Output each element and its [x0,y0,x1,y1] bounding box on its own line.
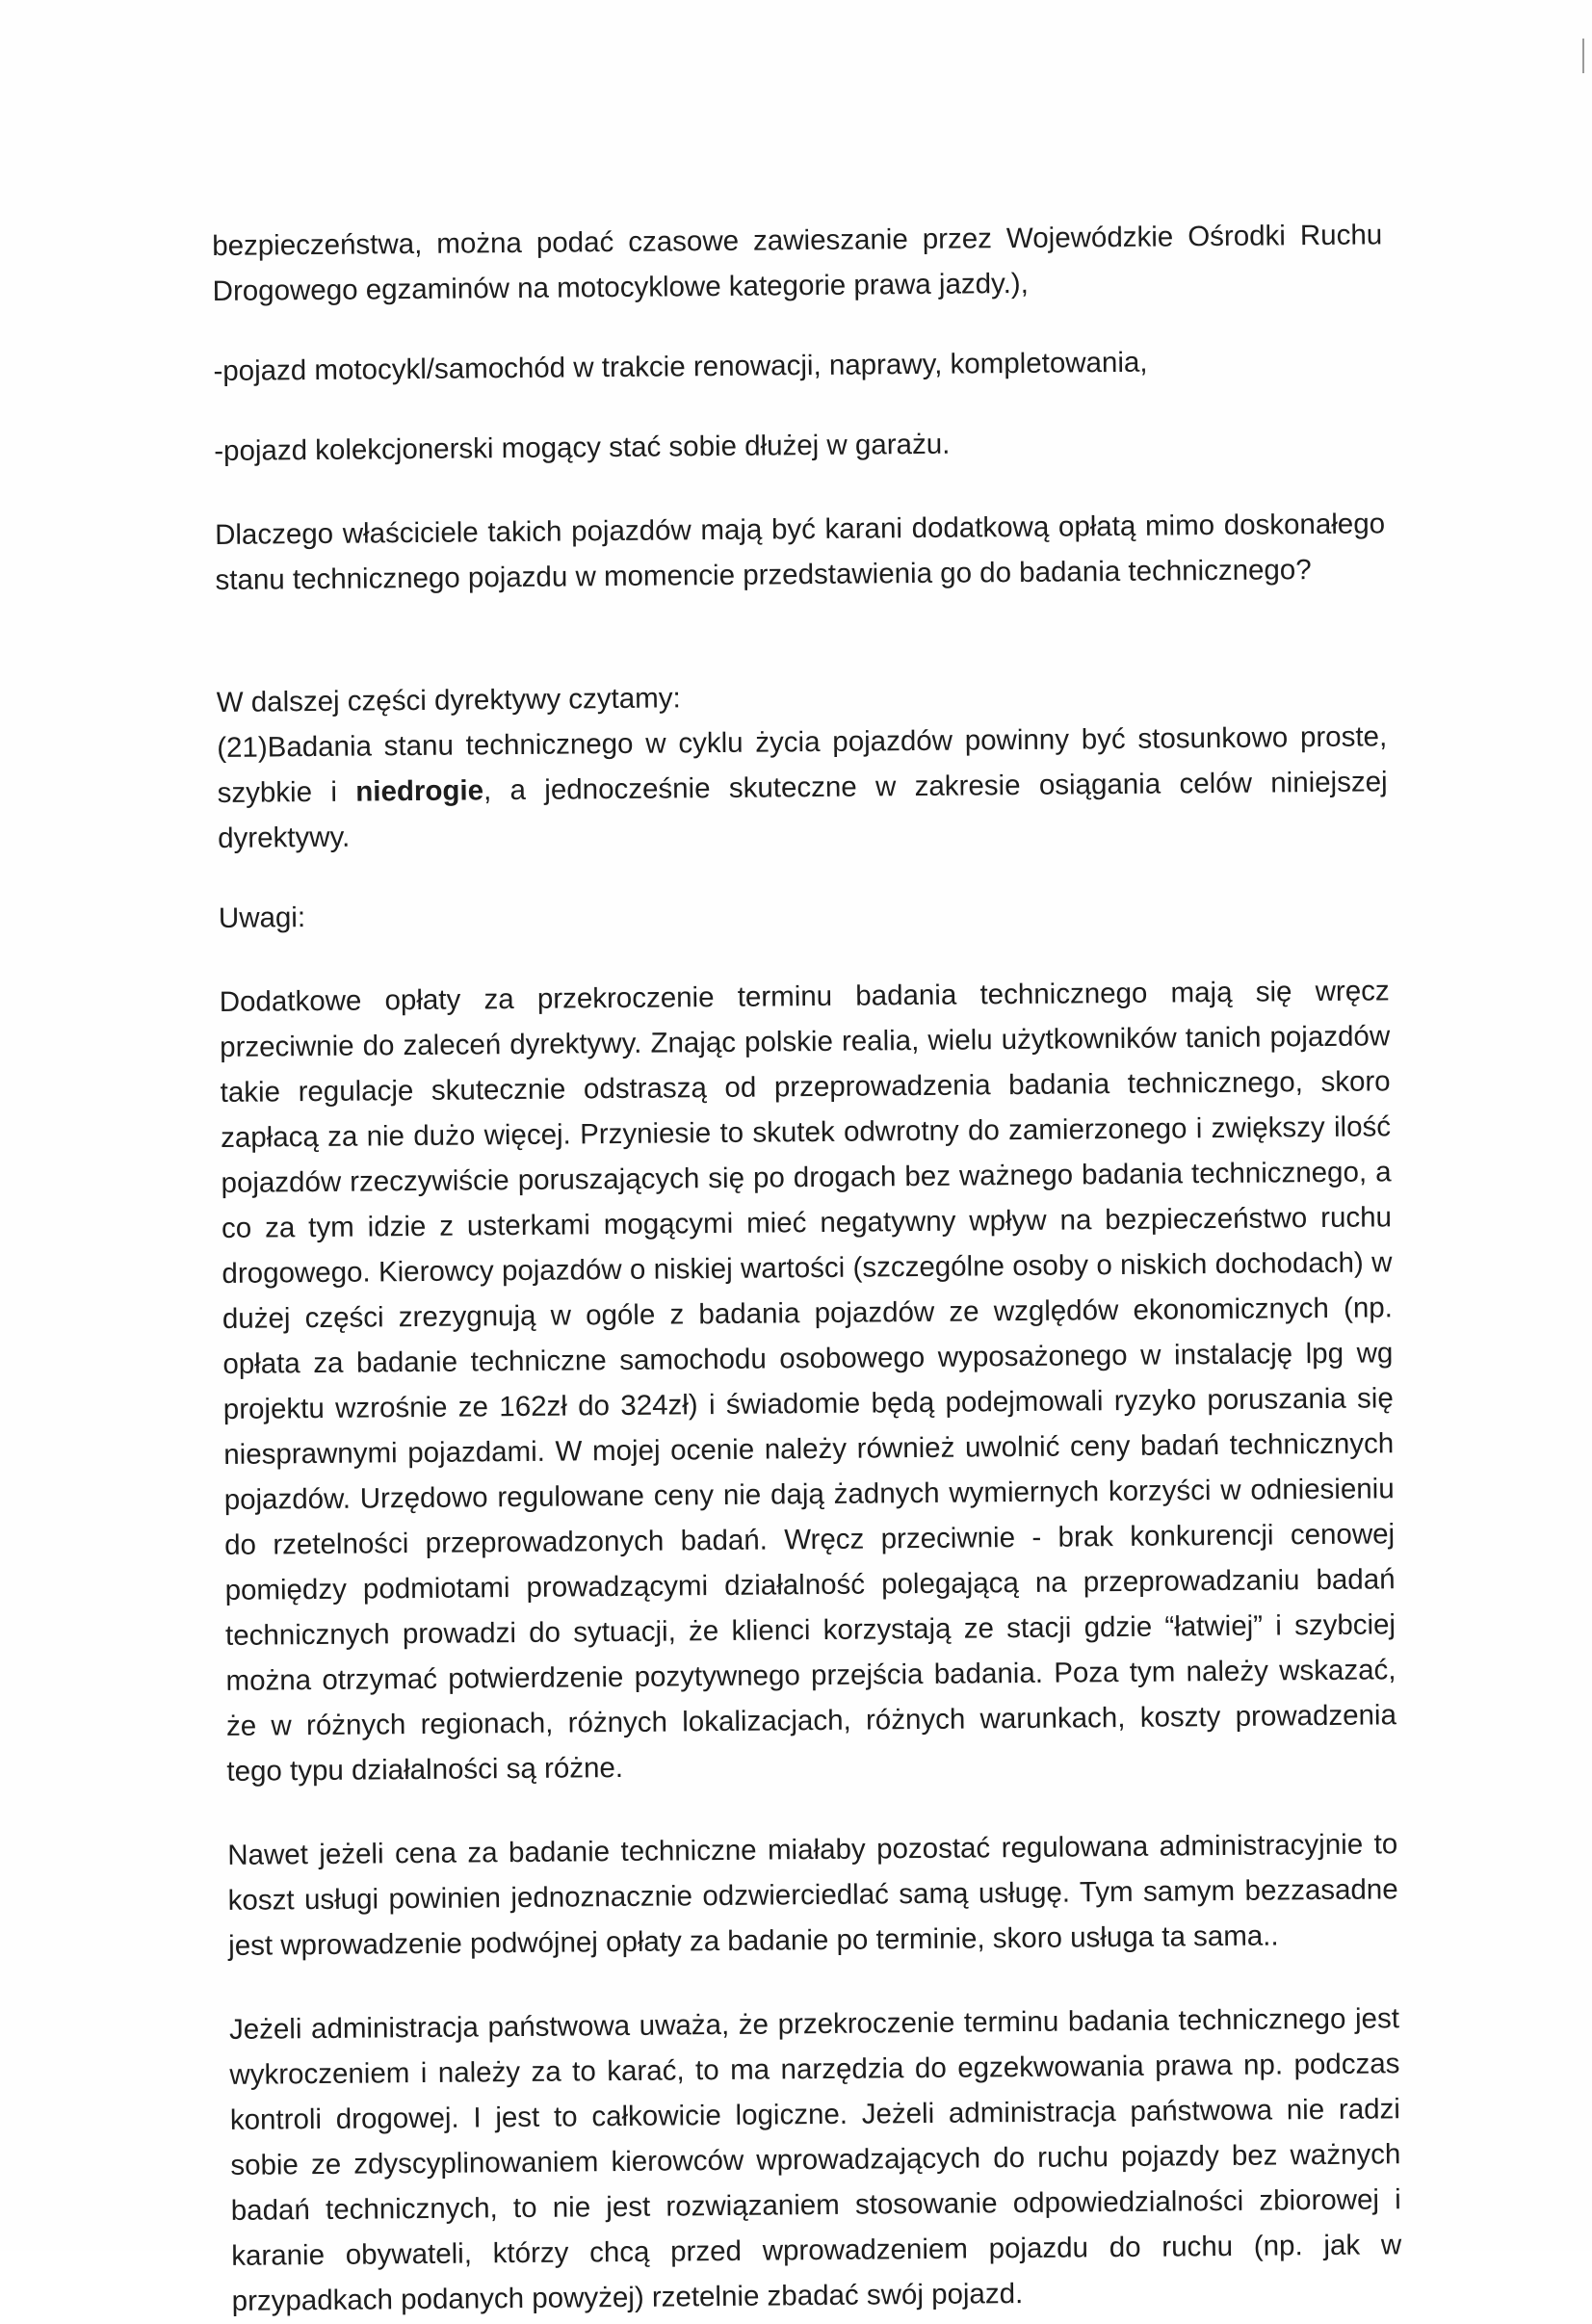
paragraph-remarks-main: Dodatkowe opłaty za przekroczenie terminu badania technicznego mają się wręcz przeciwnie do zaleceń dyrektywy. Znając polskie realia, wielu użytkowników tanich pojazdów takie regulacje skutecznie odstraszą od przeprowadzenia badania technicznego, skoro zapłacą za nie dużo więcej. Przyniesie to skutek odwrotny do zamierzonego i zwiększy ilość pojazdów rzeczywiście poruszających się po drogach bez ważnego badania technicznego, a co za tym idzie z usterkami mogącymi mieć negatywny wpływ na bezpieczeństwo ruchu drogowego. Kierowcy pojazdów o niskiej wartości (szczególne osoby o niskich dochodach) w dużej części zrezygnują w ogóle z badania pojazdów ze względów ekonomicznych (np. opłata za badanie techniczne samochodu osobowego wyposażonego w instalację lpg wg projektu wzrośnie ze 162zł do 324zł) i świadomie będą podejmowali ryzyko poruszania się niesprawnymi pojazdami. W mojej ocenie należy również uwolnić ceny badań technicznych pojazdów. Urzędowo regulowane ceny nie dają żadnych wymiernych korzyści w odniesieniu do rzetelności przeprowadzonych badań. Wręcz przeciwnie - brak konkurencji cenowej pomiędzy podmiotami prowadzącymi działalność polegającą na przeprowadzaniu badań technicznych prowadzi do sytuacji, że klienci korzystają ze stacji gdzie “łatwiej” i szybciej można otrzymać potwierdzenie pozytywnego przejścia badania. Poza tym należy wskazać, że w różnych regionach, różnych lokalizacjach, różnych warunkach, koszty prowadzenia tego typu działalności są różne. [219,975,1397,1788]
paragraph-price-regulation: Nawet jeżeli cena za badanie techniczne miałaby pozostać regulowana administracyjnie to koszt usługi powinien jednoznacznie odzwierciedlać samą usługę. Tym samym bezzasadne jest wprowadzenie podwójnej opłaty za badanie po terminie, skoro usługa ta sama.. [227,1828,1398,1962]
quote-bold-word: niedrogie [355,774,484,808]
list-item-renovation: -pojazd motocykl/samochód w trakcie renowacji, naprawy, kompletowania, [213,346,1148,387]
quote-text-end: , a jednocześnie skuteczne w zakresie osiągania celów niniejszej dyrektywy. [217,766,1388,854]
paragraph-enforcement: Jeżeli administracja państwowa uważa, że przekroczenie terminu badania technicznego jest wykroczeniem i należy za to karać, to ma narzędzia do egzekwowania prawa np. podczas kontroli drogowej. I jest to całkowicie logiczne. Jeżeli administracja państwowa nie radzi sobie ze zdyscyplinowaniem kierowców wprowadzających do ruchu pojazdy bez ważnych badań technicznych, to nie jest rozwiązaniem stosowanie odpowiedzialności zbiorowej i karanie obywateli, którzy chcą przed wprowadzeniem pojazdu do ruchu (np. jak w przypadkach podanych powyżej) rzetelnie zbadać swój pojazd. [228,2002,1402,2317]
paragraph-continuation: bezpieczeństwa, można podać czasowe zawieszanie przez Wojewódzkie Ośrodki Ruchu Drogowego egzaminów na motocyklowe kategorie prawa jazdy.), [212,219,1383,307]
quote-text-start: (21)Badania stanu technicznego w cyklu życia pojazdów powinny być stosunkowo proste, szybkie i [217,720,1388,809]
paragraph-directive-intro: W dalszej części dyrektywy czytamy: [216,682,681,718]
paragraph-directive-quote [217,714,1388,861]
document-body [212,212,1402,2324]
scan-edge-mark [1582,39,1584,73]
paragraph-question: Dlaczego właściciele takich pojazdów mają być karani dodatkową opłatą mimo doskonałego stanu technicznego pojazdu w momencie przedstawienia go do badania technicznego? [214,508,1386,596]
list-item-collector-vehicle: -pojazd kolekcjonerski mogący stać sobie dłużej w garażu. [214,428,951,467]
remarks-heading: Uwagi: [218,901,306,934]
